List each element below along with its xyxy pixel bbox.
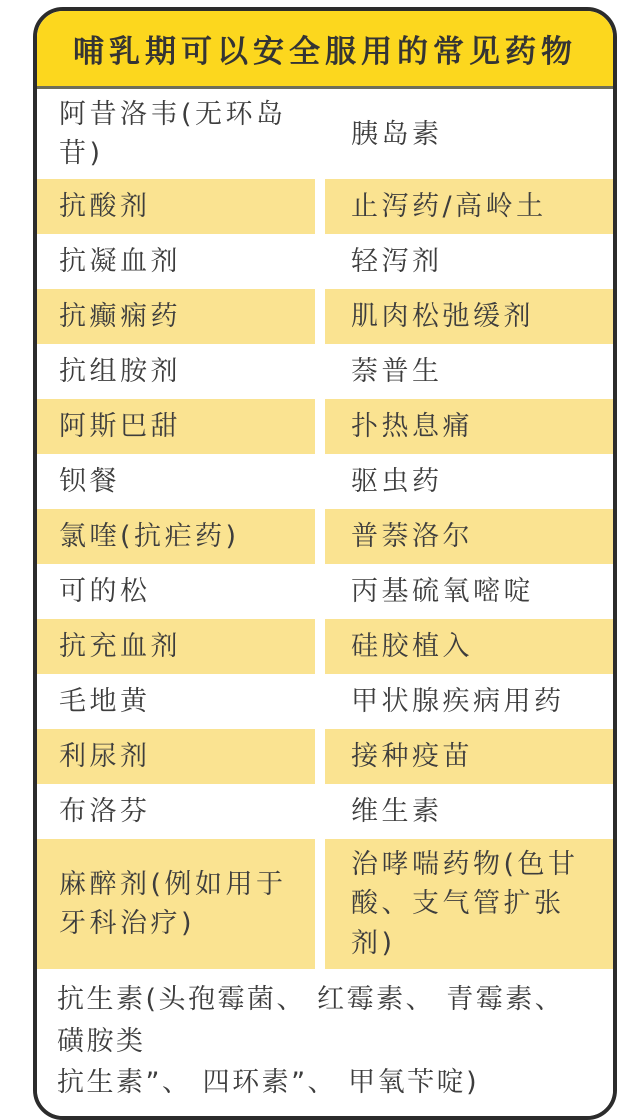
column-gap — [315, 344, 325, 399]
table-row — [37, 454, 613, 509]
left-cell — [37, 89, 315, 179]
left-cell — [37, 509, 315, 564]
left-cell-text: 抗组胺剂 — [59, 356, 181, 388]
right-cell — [325, 234, 613, 289]
left-cell-text: 利尿剂 — [59, 741, 151, 773]
left-cell-text: 阿昔洛韦(无环岛苷) — [59, 99, 287, 170]
right-cell — [325, 289, 613, 344]
table-row — [37, 729, 613, 784]
table-row — [37, 839, 613, 968]
left-cell-text: 抗癫痫药 — [59, 301, 181, 333]
left-cell — [37, 289, 315, 344]
right-cell-text: 丙基硫氧嘧啶 — [351, 576, 534, 608]
footer-row — [37, 969, 613, 1117]
table-row — [37, 564, 613, 619]
table-row — [37, 784, 613, 839]
left-cell-text: 抗凝血剂 — [59, 246, 181, 278]
footer-text — [57, 979, 599, 1105]
right-cell — [325, 454, 613, 509]
right-cell-text: 止泻药/高岭土 — [351, 191, 547, 223]
page-title: 哺乳期可以安全服用的常见药物 — [73, 34, 577, 70]
left-cell — [37, 784, 315, 839]
table-row — [37, 289, 613, 344]
table-row — [37, 234, 613, 289]
right-cell — [325, 729, 613, 784]
rows-container — [37, 89, 613, 969]
right-cell-text: 萘普生 — [351, 356, 443, 388]
left-cell-text: 布洛芬 — [59, 796, 151, 828]
footer-line: 抗生素”、 四环素”、 甲氧苄啶) — [57, 1067, 480, 1099]
left-cell — [37, 344, 315, 399]
right-cell-text: 胰岛素 — [351, 118, 443, 150]
right-cell-text: 轻泻剂 — [351, 246, 443, 278]
right-cell-text: 治哮喘药物(色甘酸、支气管扩张剂) — [351, 849, 579, 959]
left-cell-text: 毛地黄 — [59, 686, 151, 718]
column-gap — [315, 674, 325, 729]
column-gap — [315, 784, 325, 839]
right-cell — [325, 564, 613, 619]
table-row — [37, 674, 613, 729]
column-gap — [315, 89, 325, 179]
left-cell — [37, 179, 315, 234]
right-cell-text: 普萘洛尔 — [351, 521, 473, 553]
right-cell-text: 接种疫苗 — [351, 741, 473, 773]
right-cell — [325, 839, 613, 968]
left-cell-text: 可的松 — [59, 576, 151, 608]
right-cell — [325, 89, 613, 179]
table-row — [37, 619, 613, 674]
column-gap — [315, 564, 325, 619]
left-cell — [37, 839, 315, 968]
right-cell — [325, 399, 613, 454]
right-cell — [325, 344, 613, 399]
left-cell-text: 阿斯巴甜 — [59, 411, 181, 443]
medication-table-card — [33, 7, 617, 1120]
column-gap — [315, 454, 325, 509]
table-header — [37, 11, 613, 89]
table-row — [37, 399, 613, 454]
right-cell — [325, 674, 613, 729]
left-cell — [37, 729, 315, 784]
column-gap — [315, 839, 325, 968]
table-row — [37, 509, 613, 564]
left-cell — [37, 454, 315, 509]
right-cell-text: 甲状腺疾病用药 — [351, 686, 565, 718]
column-gap — [315, 509, 325, 564]
right-cell-text: 肌肉松弛缓剂 — [351, 301, 534, 333]
left-cell — [37, 619, 315, 674]
table-row — [37, 89, 613, 179]
right-cell-text: 驱虫药 — [351, 466, 443, 498]
right-cell-text: 硅胶植入 — [351, 631, 473, 663]
column-gap — [315, 399, 325, 454]
left-cell — [37, 674, 315, 729]
right-cell — [325, 784, 613, 839]
column-gap — [315, 179, 325, 234]
left-cell — [37, 399, 315, 454]
footer-line: 抗生素(头孢霉菌、 红霉素、 青霉素、 磺胺类 — [57, 983, 565, 1057]
right-cell-text: 维生素 — [351, 796, 443, 828]
left-cell-text: 抗充血剂 — [59, 631, 181, 663]
column-gap — [315, 234, 325, 289]
left-cell — [37, 234, 315, 289]
left-cell-text: 氯喹(抗疟药) — [59, 521, 240, 553]
table-row — [37, 179, 613, 234]
column-gap — [315, 729, 325, 784]
table-row — [37, 344, 613, 399]
column-gap — [315, 619, 325, 674]
left-cell-text: 抗酸剂 — [59, 191, 151, 223]
left-cell-text: 钡餐 — [59, 466, 120, 498]
right-cell — [325, 619, 613, 674]
left-cell — [37, 564, 315, 619]
right-cell-text: 扑热息痛 — [351, 411, 473, 443]
right-cell — [325, 509, 613, 564]
left-cell-text: 麻醉剂(例如用于牙科治疗) — [59, 868, 287, 939]
column-gap — [315, 289, 325, 344]
right-cell — [325, 179, 613, 234]
